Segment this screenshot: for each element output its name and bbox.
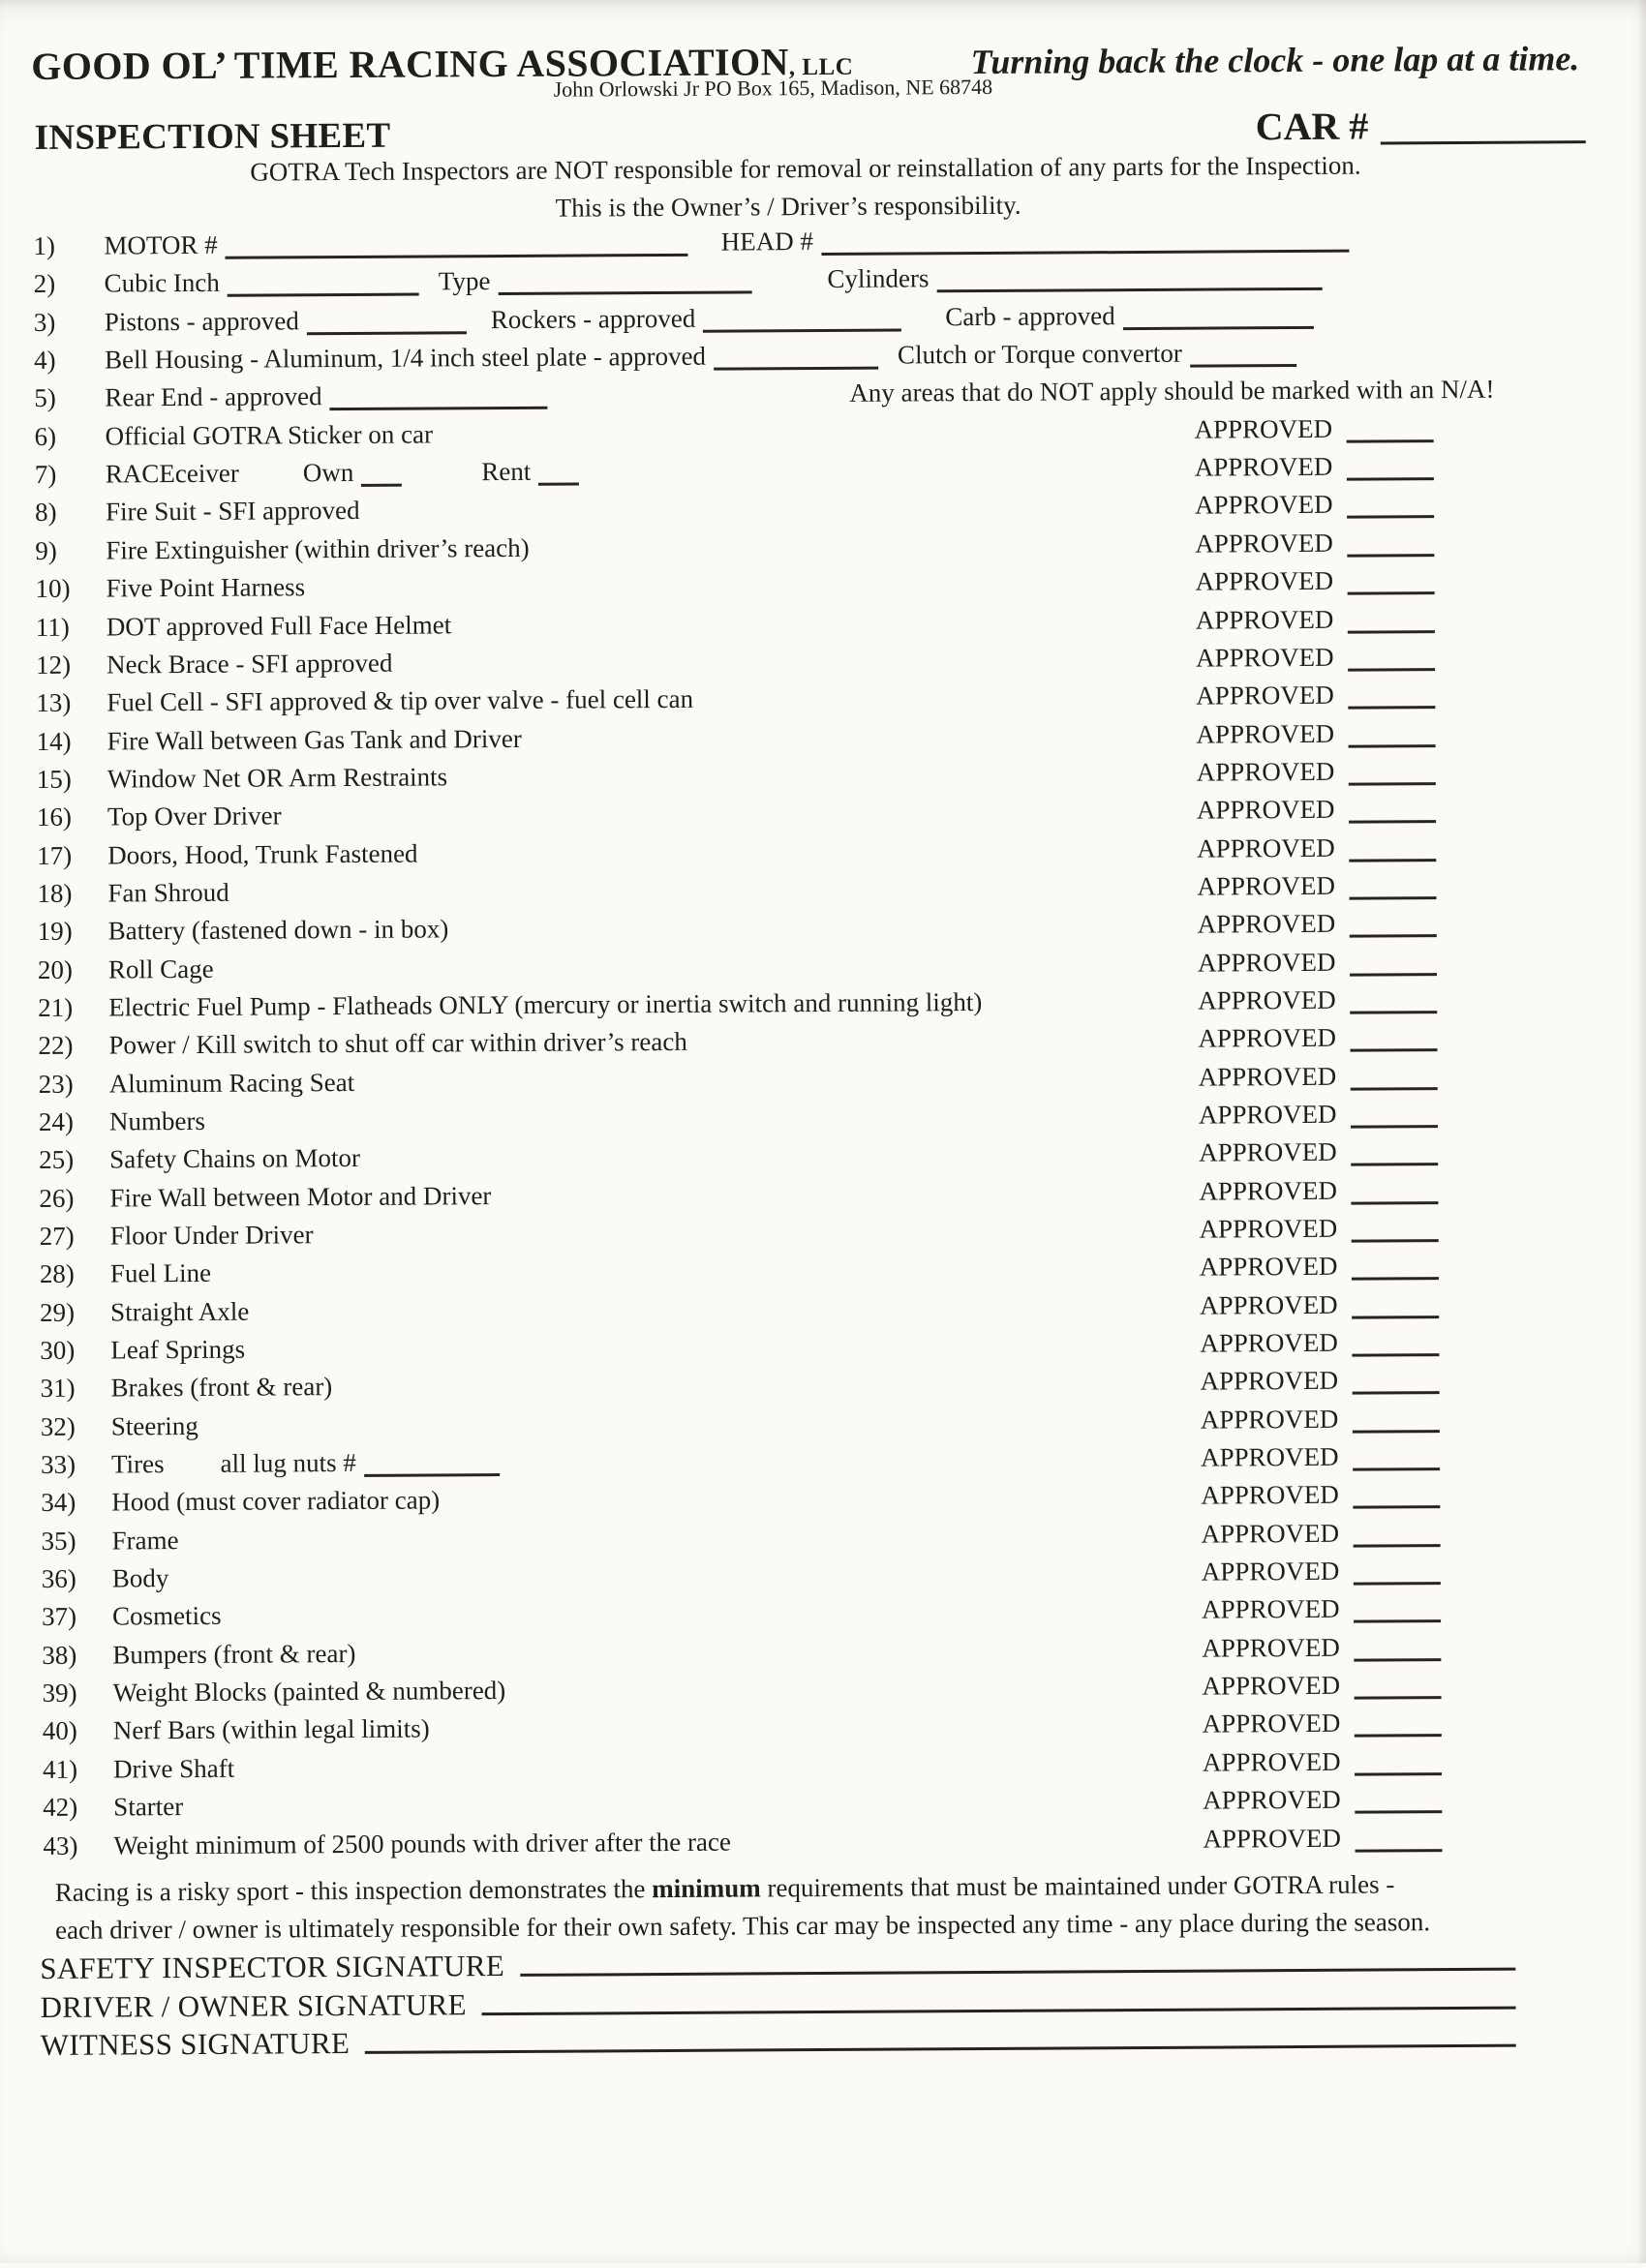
item-number: 38)	[42, 1640, 77, 1670]
item-number: 10)	[35, 573, 71, 604]
page-title: INSPECTION SHEET	[34, 115, 391, 158]
approved-blank-line	[1349, 896, 1436, 900]
approved-field	[1197, 752, 1436, 792]
approved-field	[1195, 486, 1434, 526]
approved-label: APPROVED	[1198, 1061, 1337, 1092]
blank-line	[361, 484, 402, 487]
approved-field	[1199, 1171, 1438, 1211]
item-number: 32)	[40, 1411, 76, 1441]
approved-blank-line	[1355, 1849, 1442, 1853]
approved-blank-line	[1353, 1467, 1440, 1471]
field-label: MOTOR #	[104, 229, 218, 260]
item-number: 42)	[43, 1792, 78, 1823]
item-label-group	[111, 1407, 198, 1446]
item-number: 20)	[37, 954, 74, 984]
item-label: Aluminum Racing Seat	[108, 1067, 355, 1099]
field-label: all lug nuts #	[220, 1448, 356, 1478]
item-label-group	[110, 1368, 332, 1407]
blank-line	[1123, 326, 1314, 330]
approved-field	[1201, 1400, 1440, 1439]
item-label-group	[107, 798, 282, 836]
approved-field	[1196, 676, 1435, 715]
approved-label: APPROVED	[1197, 947, 1336, 978]
approved-field	[1199, 1095, 1438, 1134]
approved-label: APPROVED	[1199, 1252, 1338, 1282]
disclaimer-text: Racing is a risky sport - this inspection demonstrates the	[54, 1874, 653, 1907]
field-label: Bell Housing - Aluminum, 1/4 inch steel plate - approved	[105, 341, 707, 375]
approved-label: APPROVED	[1201, 1480, 1339, 1511]
approved-field	[1198, 943, 1437, 983]
item-number: 7)	[34, 459, 57, 490]
spec-rows-section	[0, 218, 1641, 418]
approved-field	[1200, 1362, 1439, 1402]
approved-blank-line	[1351, 1163, 1438, 1166]
item-label: Weight Blocks (painted & numbered)	[112, 1676, 506, 1708]
item-label-group	[108, 950, 214, 988]
approved-blank-line	[1352, 1430, 1439, 1434]
approved-field	[1203, 1780, 1442, 1820]
approved-label: APPROVED	[1200, 1441, 1339, 1472]
item-label: Battery (fastened down - in box)	[107, 914, 449, 946]
approved-label: APPROVED	[1202, 1632, 1340, 1663]
disclaimer-bold-word: minimum	[652, 1873, 761, 1904]
blank-line	[499, 291, 752, 296]
item-number: 8)	[34, 498, 57, 528]
item-number: 18)	[37, 878, 73, 908]
item-label-group	[110, 1331, 245, 1370]
approved-label: APPROVED	[1195, 565, 1334, 596]
item-label: Fire Wall between Gas Tank and Driver	[107, 723, 522, 756]
approved-field	[1197, 790, 1436, 830]
item-number: 29)	[40, 1297, 76, 1327]
car-number-label: CAR #	[1255, 104, 1369, 149]
approved-blank-line	[1354, 1620, 1441, 1624]
item-label: Leaf Springs	[110, 1334, 246, 1365]
approved-blank-line	[1349, 859, 1436, 862]
approved-blank-line	[1347, 516, 1434, 520]
approved-blank-line	[1353, 1544, 1440, 1548]
field-label: Pistons - approved	[104, 305, 299, 337]
item-label: Power / Kill switch to shut off car within driver’s reach	[108, 1027, 687, 1060]
approved-field	[1200, 1247, 1439, 1286]
approved-field	[1200, 1323, 1439, 1363]
approved-blank-line	[1351, 1201, 1438, 1205]
item-label-group	[109, 1064, 355, 1104]
approved-field	[1203, 1705, 1442, 1744]
item-number: 12)	[35, 650, 72, 680]
approved-field	[1203, 1742, 1442, 1782]
approved-field	[1195, 561, 1434, 601]
item-label: Brakes (front & rear)	[110, 1372, 333, 1403]
checklist-section	[0, 408, 1646, 1865]
item-number: 36)	[41, 1563, 76, 1594]
approved-field	[1196, 714, 1435, 754]
item-label-group	[108, 1023, 687, 1065]
blank-line	[714, 367, 878, 371]
notice-line-2: This is the Owner’s / Driver’s responsibility.	[555, 190, 1021, 223]
approved-label: APPROVED	[1200, 1327, 1338, 1358]
item-number: 6)	[34, 421, 57, 451]
item-label: Official GOTRA Sticker on car	[105, 419, 434, 451]
spec-row-fields	[105, 377, 547, 417]
approved-field	[1198, 1018, 1437, 1058]
approved-field	[1201, 1437, 1440, 1477]
approved-label: APPROVED	[1196, 680, 1334, 711]
approved-label: APPROVED	[1194, 451, 1333, 482]
item-label: Fire Suit - SFI approved	[105, 496, 360, 527]
item-label: Tires	[110, 1449, 165, 1479]
item-label: Fuel Line	[109, 1258, 212, 1288]
field-label: Cylinders	[827, 263, 930, 294]
approved-field	[1197, 829, 1436, 868]
approved-blank-line	[1348, 668, 1435, 672]
item-number: 34)	[41, 1488, 76, 1518]
item-label-group	[109, 1139, 360, 1179]
blank-line	[821, 250, 1349, 256]
item-number: 37)	[41, 1602, 77, 1632]
item-label-group	[107, 680, 693, 722]
item-number: 40)	[42, 1716, 77, 1746]
org-name: GOOD OL’ TIME RACING ASSOCIATION	[31, 40, 789, 88]
item-number: 24)	[38, 1106, 75, 1136]
item-label: Roll Cage	[107, 953, 214, 984]
approved-label: APPROVED	[1200, 1404, 1339, 1435]
field-label: Own	[302, 458, 354, 488]
approved-blank-line	[1347, 630, 1434, 634]
approved-blank-line	[1351, 1125, 1438, 1129]
blank-line	[226, 254, 688, 259]
field-label: HEAD #	[720, 227, 814, 257]
item-label-group	[109, 1177, 491, 1218]
item-label-group	[106, 492, 360, 531]
approved-blank-line	[1348, 782, 1435, 786]
car-number-blank-line	[1380, 140, 1585, 144]
item-label: Bumpers (front & rear)	[112, 1638, 356, 1670]
item-number: 35)	[41, 1526, 76, 1556]
approved-label: APPROVED	[1195, 528, 1333, 559]
approved-blank-line	[1350, 1011, 1437, 1014]
item-label-group	[107, 874, 229, 913]
approved-label: APPROVED	[1197, 870, 1336, 901]
signature-label: WITNESS SIGNATURE	[40, 2025, 351, 2062]
approved-field	[1198, 904, 1437, 944]
approved-field	[1199, 1133, 1438, 1172]
approved-field	[1194, 409, 1433, 449]
blank-line	[307, 331, 467, 335]
approved-field	[1203, 1819, 1442, 1859]
item-number: 13)	[36, 687, 72, 718]
signature-line	[365, 2044, 1516, 2054]
approved-label: APPROVED	[1196, 795, 1335, 825]
item-label: Numbers	[108, 1105, 205, 1136]
approved-field	[1200, 1209, 1439, 1249]
approved-label: APPROVED	[1198, 984, 1336, 1015]
approved-label: APPROVED	[1196, 718, 1335, 749]
item-number: 11)	[35, 612, 70, 642]
item-number: 9)	[35, 535, 57, 565]
item-number: 3)	[33, 307, 56, 337]
blank-line	[703, 328, 901, 332]
item-label-group	[111, 1443, 500, 1484]
approved-label: APPROVED	[1201, 1518, 1340, 1549]
item-number: 33)	[40, 1449, 76, 1480]
item-number: 41)	[42, 1754, 78, 1784]
item-label-group	[107, 645, 393, 684]
blank-line	[937, 287, 1323, 292]
approved-label: APPROVED	[1200, 1289, 1338, 1320]
item-label-group	[110, 1255, 211, 1293]
item-label-group	[106, 568, 305, 608]
item-label-group	[113, 1710, 430, 1750]
item-label-group	[111, 1522, 178, 1560]
item-label-group	[112, 1559, 169, 1598]
item-label-group	[110, 1292, 249, 1331]
item-number: 14)	[36, 726, 72, 756]
approved-field	[1202, 1590, 1441, 1630]
field-label: Rent	[481, 456, 532, 487]
approved-label: APPROVED	[1203, 1823, 1342, 1854]
item-label-group	[108, 983, 982, 1027]
approved-blank-line	[1351, 1277, 1438, 1281]
car-number-field	[1256, 102, 1586, 149]
approved-blank-line	[1352, 1353, 1439, 1357]
item-number: 17)	[37, 840, 73, 870]
item-number: 22)	[38, 1031, 74, 1061]
signature-line	[520, 1968, 1515, 1977]
approved-blank-line	[1347, 591, 1434, 595]
item-label: DOT approved Full Face Helmet	[106, 609, 452, 642]
approved-blank-line	[1350, 1048, 1437, 1052]
approved-label: APPROVED	[1197, 909, 1336, 939]
approved-label: APPROVED	[1199, 1213, 1338, 1244]
item-label: Top Over Driver	[107, 801, 282, 832]
approved-field	[1195, 524, 1434, 563]
approved-label: APPROVED	[1194, 490, 1333, 521]
blank-line	[330, 407, 548, 410]
approved-field	[1201, 1514, 1440, 1554]
item-number: 31)	[40, 1374, 76, 1404]
item-number: 30)	[40, 1335, 76, 1365]
approved-blank-line	[1346, 477, 1433, 481]
approved-label: APPROVED	[1202, 1709, 1341, 1739]
field-label: Type	[438, 266, 491, 296]
approved-field	[1196, 600, 1435, 640]
approved-blank-line	[1352, 1315, 1439, 1319]
item-number: 27)	[39, 1221, 75, 1251]
approved-blank-line	[1354, 1658, 1441, 1662]
tagline: Turning back the clock - one lap at a time.	[970, 39, 1580, 82]
item-label: Drive Shaft	[112, 1753, 235, 1784]
field-label: Carb - approved	[945, 300, 1115, 331]
item-number: 19)	[37, 916, 73, 947]
approved-field	[1197, 866, 1436, 906]
approved-blank-line	[1350, 1087, 1437, 1091]
item-label: Straight Axle	[110, 1296, 250, 1327]
approved-label: APPROVED	[1197, 832, 1335, 863]
na-note: Any areas that do NOT apply should be marked with an N/A!	[849, 375, 1495, 408]
item-label-group	[108, 911, 449, 951]
item-number: 2)	[33, 269, 56, 299]
approved-field	[1202, 1628, 1441, 1668]
item-label: Safety Chains on Motor	[109, 1143, 360, 1174]
item-label-group	[111, 1482, 440, 1522]
item-label-group	[107, 758, 448, 798]
approved-label: APPROVED	[1201, 1556, 1340, 1587]
item-label: Body	[111, 1563, 169, 1593]
item-label: Hood (must cover radiator cap)	[111, 1485, 441, 1517]
item-label: Fan Shroud	[107, 877, 229, 908]
approved-blank-line	[1347, 554, 1434, 558]
item-label-group	[112, 1597, 222, 1636]
approved-label: APPROVED	[1199, 1137, 1337, 1167]
approved-blank-line	[1350, 973, 1437, 977]
approved-label: APPROVED	[1198, 1023, 1337, 1053]
signature-label: SAFETY INSPECTOR SIGNATURE	[40, 1949, 505, 1986]
approved-blank-line	[1354, 1735, 1441, 1739]
signatures-section	[40, 1940, 1516, 2063]
item-label: Doors, Hood, Trunk Fastened	[107, 838, 418, 870]
item-label-group	[107, 834, 418, 874]
item-label: Frame	[111, 1525, 179, 1556]
approved-label: APPROVED	[1201, 1594, 1340, 1625]
approved-field	[1195, 447, 1434, 487]
item-label: Starter	[113, 1792, 184, 1822]
item-label-group	[107, 719, 522, 760]
approved-blank-line	[1349, 820, 1436, 824]
item-label-group	[105, 415, 433, 455]
item-label: Steering	[110, 1410, 198, 1441]
approved-label: APPROVED	[1198, 1099, 1337, 1130]
approved-blank-line	[1346, 439, 1433, 443]
item-label-group	[109, 1103, 205, 1141]
item-number: 4)	[34, 345, 56, 375]
approved-label: APPROVED	[1195, 642, 1334, 673]
item-number: 28)	[39, 1259, 75, 1289]
disclaimer-text: requirements that must be maintained under GOTRA rules -	[760, 1869, 1395, 1903]
blank-line	[228, 293, 419, 297]
field-label: Rockers - approved	[490, 303, 696, 334]
item-label: Fuel Cell - SFI approved & tip over valve - fuel cell can	[107, 684, 694, 717]
item-label-group	[110, 1216, 314, 1255]
org-suffix: , LLC	[788, 53, 854, 81]
approved-field	[1200, 1285, 1439, 1325]
blank-line	[538, 483, 579, 486]
item-label: Neck Brace - SFI approved	[106, 648, 393, 680]
item-label: Fire Wall between Motor and Driver	[109, 1180, 492, 1213]
approved-field	[1202, 1666, 1441, 1706]
approved-blank-line	[1352, 1392, 1439, 1396]
field-label: Rear End - approved	[105, 381, 322, 412]
approved-blank-line	[1354, 1696, 1441, 1700]
approved-blank-line	[1353, 1582, 1440, 1586]
item-label: Five Point Harness	[106, 572, 306, 603]
signature-line	[482, 2006, 1516, 2015]
item-number: 23)	[38, 1069, 74, 1099]
item-label: Floor Under Driver	[109, 1220, 314, 1251]
approved-blank-line	[1348, 744, 1435, 748]
approved-field	[1198, 981, 1437, 1020]
approved-label: APPROVED	[1196, 756, 1335, 787]
approved-label: APPROVED	[1202, 1746, 1341, 1777]
approved-field	[1201, 1476, 1440, 1516]
item-label-group	[106, 529, 530, 570]
item-number: 21)	[38, 992, 74, 1022]
item-number: 15)	[36, 764, 72, 794]
item-number: 43)	[43, 1830, 78, 1860]
blank-line	[1190, 364, 1296, 368]
disclaimer-paragraph	[55, 1864, 1604, 1950]
signature-label: DRIVER / OWNER SIGNATURE	[40, 1986, 467, 2024]
item-number: 5)	[34, 383, 56, 413]
item-label-group	[113, 1788, 183, 1827]
approved-label: APPROVED	[1194, 413, 1333, 444]
approved-field	[1199, 1057, 1438, 1097]
approved-blank-line	[1351, 1239, 1438, 1243]
item-label: Cosmetics	[111, 1601, 222, 1631]
item-label-group	[113, 1750, 234, 1789]
approved-label: APPROVED	[1195, 604, 1334, 635]
approved-blank-line	[1349, 934, 1436, 938]
address-line: John Orlowski Jr PO Box 165, Madison, NE 68748	[553, 74, 993, 102]
notice-line-1: GOTRA Tech Inspectors are NOT responsible for removal or reinstallation of any parts for the Inspection.	[250, 150, 1361, 187]
item-label: RACEceiver	[105, 458, 239, 489]
approved-blank-line	[1355, 1772, 1442, 1776]
item-label: Nerf Bars (within legal limits)	[112, 1713, 430, 1745]
item-label-group	[112, 1635, 355, 1675]
item-label-group	[113, 1823, 731, 1864]
approved-blank-line	[1355, 1810, 1442, 1814]
approved-label: APPROVED	[1202, 1670, 1341, 1701]
field-label: Cubic Inch	[104, 268, 220, 298]
item-label-group	[106, 453, 580, 494]
item-label-group	[112, 1672, 505, 1712]
approved-label: APPROVED	[1203, 1784, 1341, 1815]
approved-field	[1196, 638, 1435, 678]
approved-label: APPROVED	[1199, 1175, 1338, 1206]
field-label: Clutch or Torque convertor	[897, 338, 1182, 370]
blank-line	[364, 1473, 500, 1477]
item-label: Weight minimum of 2500 pounds with driver after the race	[113, 1827, 731, 1860]
item-number: 16)	[36, 801, 73, 832]
approved-blank-line	[1353, 1506, 1440, 1510]
item-number: 1)	[33, 230, 55, 260]
item-label: Window Net OR Arm Restraints	[107, 762, 448, 794]
disclaimer-line-2: each driver / owner is ultimately responsible for their own safety. This car may be inspected any time - any place during the season.	[54, 1907, 1431, 1945]
item-label: Electric Fuel Pump - Flatheads ONLY (mercury or inertia switch and running light)	[108, 986, 983, 1022]
approved-blank-line	[1348, 706, 1435, 710]
item-number: 39)	[42, 1678, 77, 1709]
item-label-group	[107, 606, 452, 647]
item-number: 25)	[39, 1145, 75, 1175]
approved-label: APPROVED	[1200, 1366, 1339, 1397]
item-number: 26)	[39, 1183, 75, 1213]
item-label: Fire Extinguisher (within driver’s reach)	[106, 532, 530, 565]
approved-field	[1202, 1552, 1441, 1591]
